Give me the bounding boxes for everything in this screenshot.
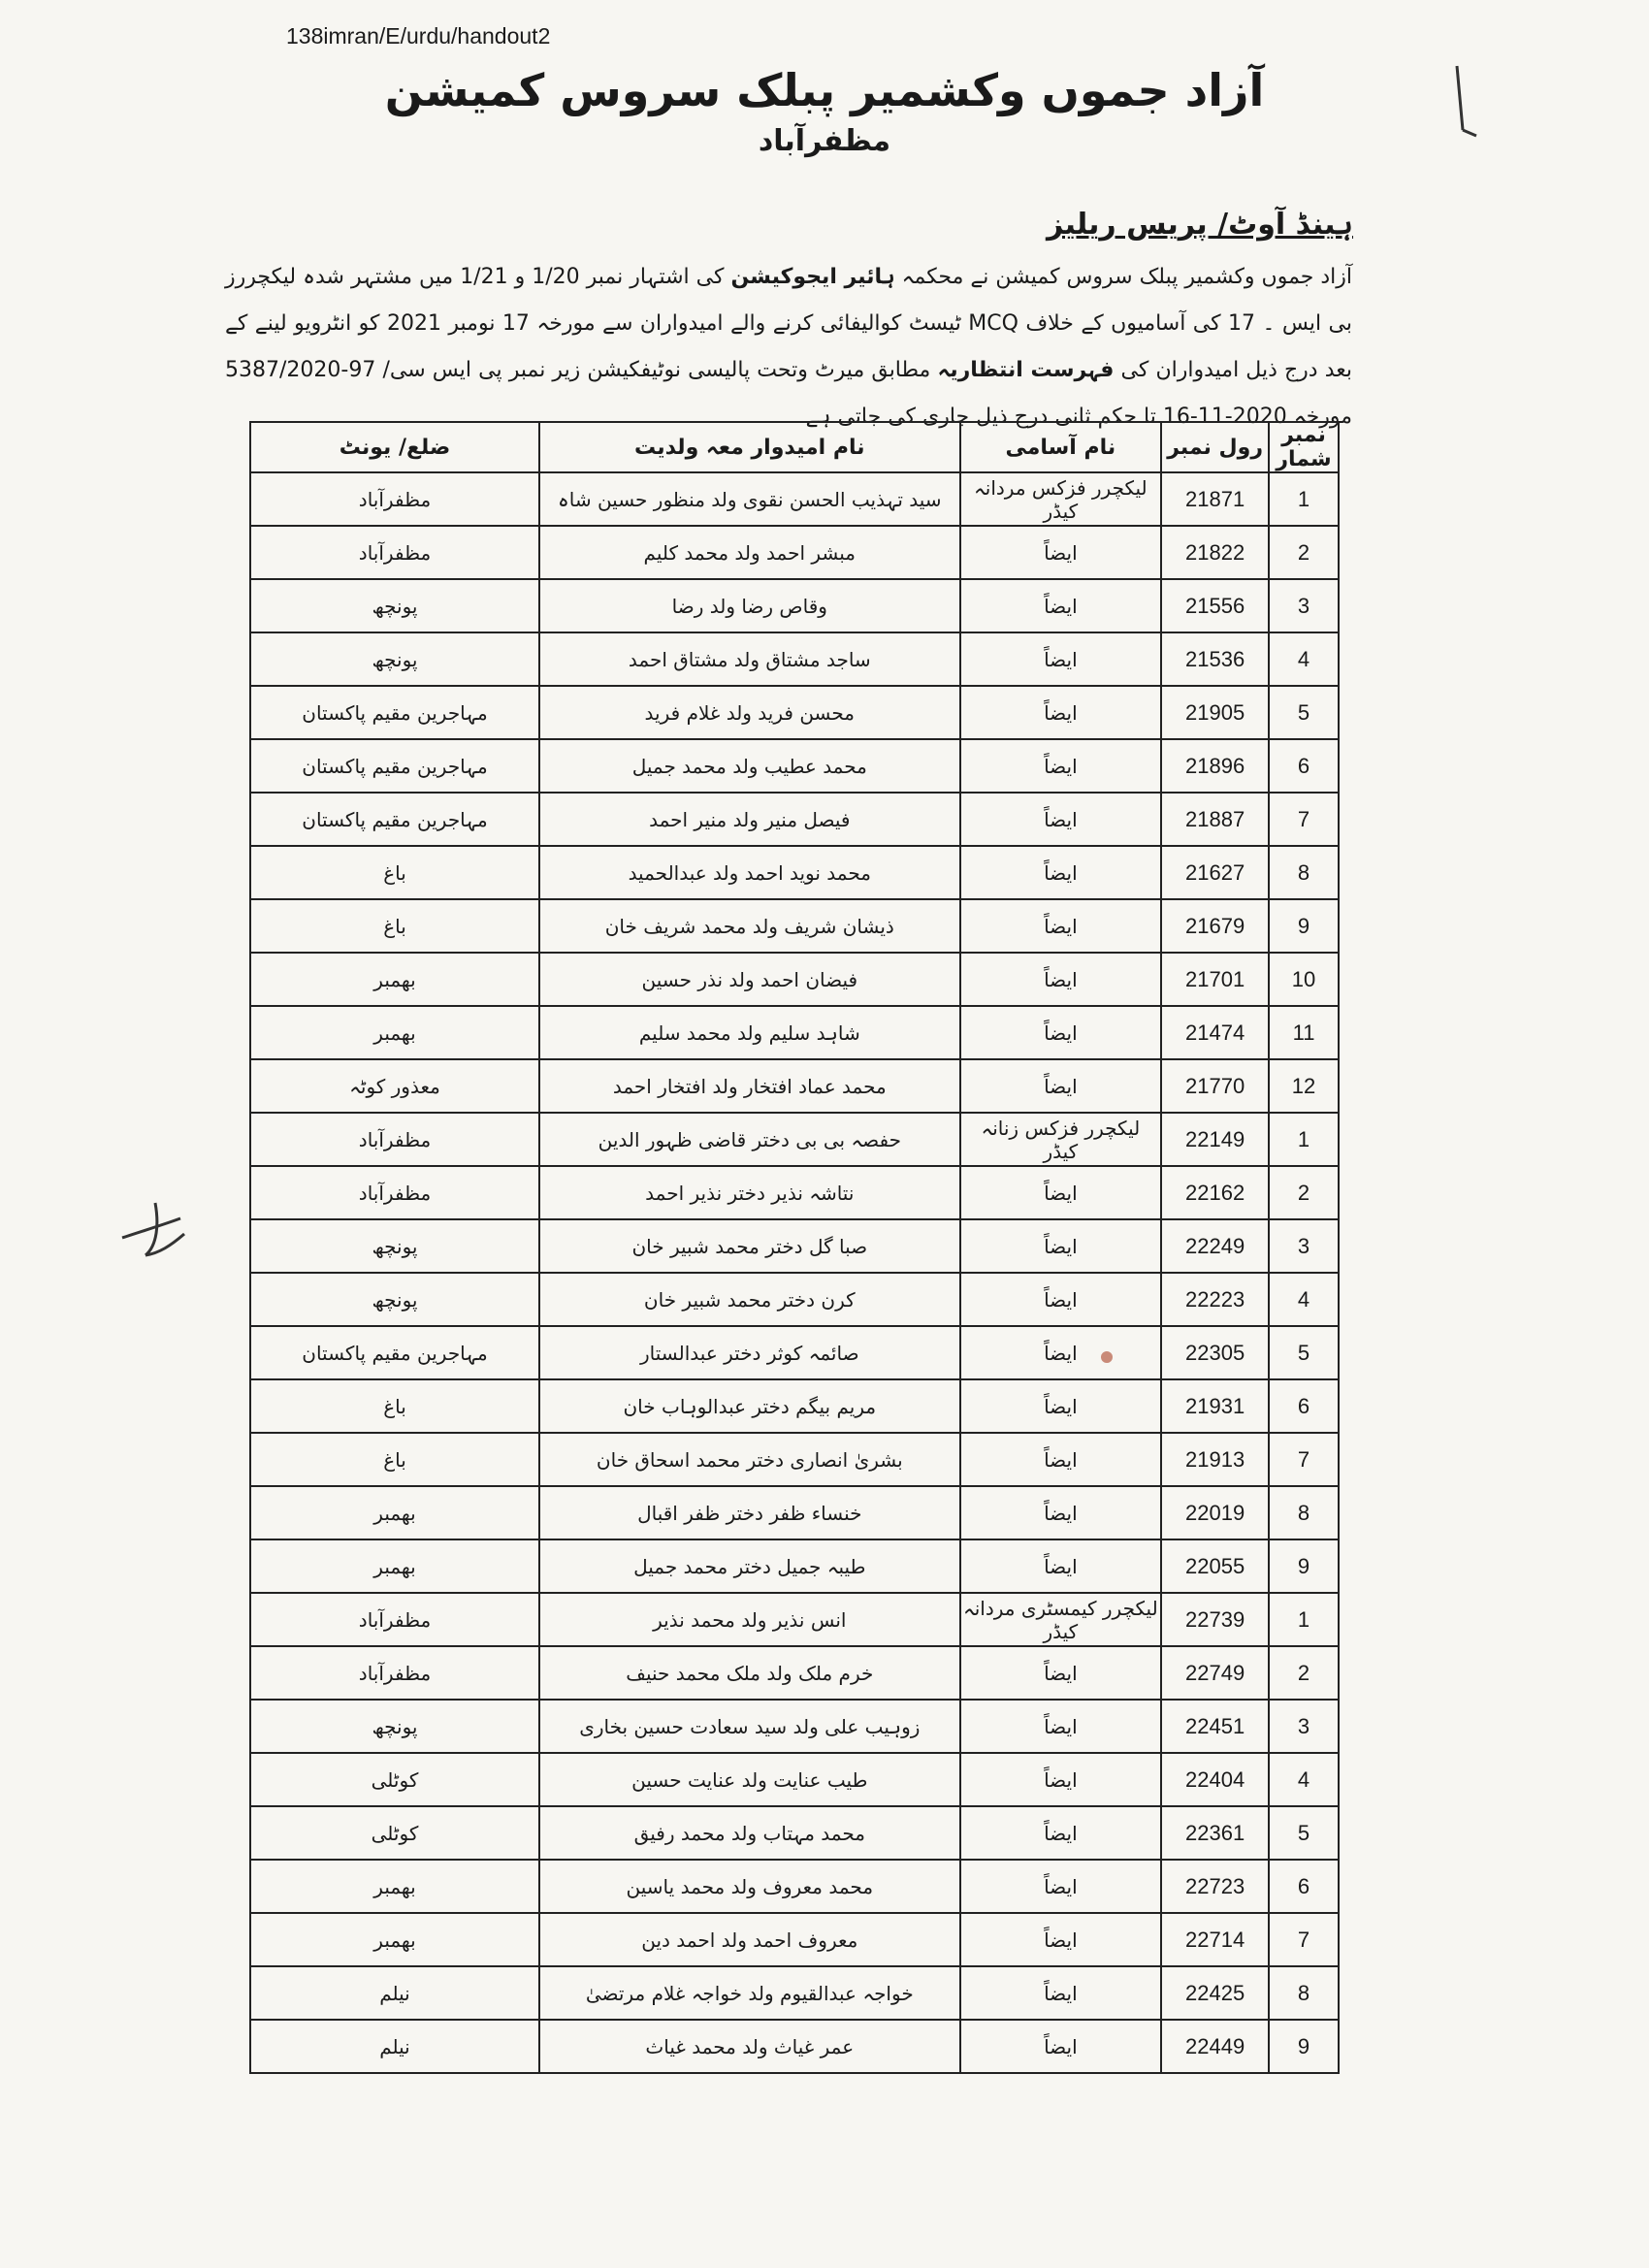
table-row — [250, 953, 1339, 1006]
roll-number-cell: 21896 — [1161, 739, 1269, 793]
post-cell: ایضاً — [960, 2020, 1162, 2073]
post-cell: ایضاً — [960, 953, 1162, 1006]
candidate-name-cell: خنساء ظفر دختر ظفر اقبال — [539, 1486, 960, 1539]
roll-number-cell: 22723 — [1161, 1860, 1269, 1913]
table-row — [250, 1379, 1339, 1433]
candidate-name-cell: محمد نوید احمد ولد عبدالحمید — [539, 846, 960, 899]
post-cell: ایضاً — [960, 1433, 1162, 1486]
table-row — [250, 1539, 1339, 1593]
roll-number-cell: 21931 — [1161, 1379, 1269, 1433]
roll-number-cell: 22714 — [1161, 1913, 1269, 1966]
candidate-name-cell: انس نذیر ولد محمد نذیر — [539, 1593, 960, 1646]
candidate-name-cell: شاہد سلیم ولد محمد سلیم — [539, 1006, 960, 1059]
table-row — [250, 1166, 1339, 1219]
candidate-name-cell: بشریٰ انصاری دختر محمد اسحاق خان — [539, 1433, 960, 1486]
table-row — [250, 2020, 1339, 2073]
candidate-name-cell: فیضان احمد ولد نذر حسین — [539, 953, 960, 1006]
post-cell: ایضاً — [960, 793, 1162, 846]
table-row — [250, 1806, 1339, 1860]
district-cell: مظفرآباد — [250, 1593, 539, 1646]
district-cell: بھمبر — [250, 1860, 539, 1913]
post-cell: ایضاً — [960, 1806, 1162, 1860]
table-header-row — [250, 422, 1339, 472]
roll-number-cell: 21913 — [1161, 1433, 1269, 1486]
serial-cell: 5 — [1269, 1806, 1339, 1860]
serial-cell: 12 — [1269, 1059, 1339, 1113]
post-cell: ایضاً — [960, 846, 1162, 899]
serial-cell: 9 — [1269, 899, 1339, 953]
post-cell: ایضاً — [960, 899, 1162, 953]
table-row — [250, 1593, 1339, 1646]
district-cell: بھمبر — [250, 1539, 539, 1593]
table-row — [250, 793, 1339, 846]
district-cell: باغ — [250, 899, 539, 953]
pen-stroke-mark — [1453, 62, 1482, 140]
department-name: ہائیر ایجوکیشن — [730, 265, 895, 289]
table-row — [250, 1433, 1339, 1486]
header-serial: نمبر شمار — [1269, 422, 1339, 472]
candidate-name-cell: صبا گل دختر محمد شبیر خان — [539, 1219, 960, 1273]
serial-cell: 1 — [1269, 1113, 1339, 1166]
post-cell: لیکچرر فزکس زنانہ کیڈر — [960, 1113, 1162, 1166]
district-cell: پونچھ — [250, 1219, 539, 1273]
handwritten-signature — [116, 1195, 194, 1263]
candidate-name-cell: حفصہ بی بی دختر قاضی ظہور الدین — [539, 1113, 960, 1166]
table-row — [250, 1753, 1339, 1806]
serial-cell: 3 — [1269, 579, 1339, 632]
serial-cell: 1 — [1269, 1593, 1339, 1646]
district-cell: مظفرآباد — [250, 1646, 539, 1700]
table-row — [250, 1059, 1339, 1113]
candidate-name-cell: ساجد مشتاق ولد مشتاق احمد — [539, 632, 960, 686]
candidate-name-cell: محسن فرید ولد غلام فرید — [539, 686, 960, 739]
paragraph-part-1: آزاد جموں وکشمیر پبلک سروس کمیشن نے محکمہ — [901, 265, 1353, 289]
serial-cell: 6 — [1269, 739, 1339, 793]
post-cell: ایضاً — [960, 1326, 1162, 1379]
candidate-name-cell: نتاشہ نذیر دختر نذیر احمد — [539, 1166, 960, 1219]
district-cell: مظفرآباد — [250, 472, 539, 526]
document-reference: 138imran/E/urdu/handout2 — [286, 23, 551, 49]
district-cell: مظفرآباد — [250, 1166, 539, 1219]
candidate-name-cell: صائمہ کوثر دختر عبدالستار — [539, 1326, 960, 1379]
table-row — [250, 1006, 1339, 1059]
serial-cell: 7 — [1269, 1913, 1339, 1966]
district-cell: نیلم — [250, 1966, 539, 2020]
candidate-name-cell: سید تہذیب الحسن نقوی ولد منظور حسین شاہ — [539, 472, 960, 526]
district-cell: کوٹلی — [250, 1806, 539, 1860]
serial-cell: 9 — [1269, 2020, 1339, 2073]
serial-cell: 6 — [1269, 1860, 1339, 1913]
table-row — [250, 1113, 1339, 1166]
roll-number-cell: 21679 — [1161, 899, 1269, 953]
district-cell: بھمبر — [250, 953, 539, 1006]
serial-cell: 7 — [1269, 1433, 1339, 1486]
candidate-name-cell: عمر غیاث ولد محمد غیاث — [539, 2020, 960, 2073]
serial-cell: 2 — [1269, 1646, 1339, 1700]
candidate-name-cell: فیصل منیر ولد منیر احمد — [539, 793, 960, 846]
serial-cell: 4 — [1269, 1273, 1339, 1326]
roll-number-cell: 22404 — [1161, 1753, 1269, 1806]
table-row — [250, 1913, 1339, 1966]
candidate-name-cell: محمد عطیب ولد محمد جمیل — [539, 739, 960, 793]
announcement-paragraph — [225, 254, 1352, 440]
header-roll-number: رول نمبر — [1161, 422, 1269, 472]
candidate-name-cell: ذیشان شریف ولد محمد شریف خان — [539, 899, 960, 953]
post-cell: ایضاً — [960, 1486, 1162, 1539]
serial-cell: 8 — [1269, 1966, 1339, 2020]
serial-cell: 3 — [1269, 1700, 1339, 1753]
post-cell: ایضاً — [960, 1700, 1162, 1753]
table-row — [250, 1273, 1339, 1326]
post-cell: ایضاً — [960, 1219, 1162, 1273]
roll-number-cell: 21770 — [1161, 1059, 1269, 1113]
table-row — [250, 632, 1339, 686]
district-cell: معذور کوٹہ — [250, 1059, 539, 1113]
district-cell: مہاجرین مقیم پاکستان — [250, 793, 539, 846]
table-row — [250, 1326, 1339, 1379]
district-cell: پونچھ — [250, 1700, 539, 1753]
city-subtitle: مظفرآباد — [758, 124, 891, 158]
district-cell: بھمبر — [250, 1486, 539, 1539]
header-district: ضلع/ یونٹ — [250, 422, 539, 472]
district-cell: مظفرآباد — [250, 526, 539, 579]
post-cell: لیکچرر فزکس مردانہ کیڈر — [960, 472, 1162, 526]
roll-number-cell: 22449 — [1161, 2020, 1269, 2073]
roll-number-cell: 22223 — [1161, 1273, 1269, 1326]
table-row — [250, 1486, 1339, 1539]
table-row — [250, 579, 1339, 632]
post-cell: ایضاً — [960, 1966, 1162, 2020]
table-row — [250, 739, 1339, 793]
serial-cell: 9 — [1269, 1539, 1339, 1593]
serial-cell: 5 — [1269, 1326, 1339, 1379]
district-cell: نیلم — [250, 2020, 539, 2073]
district-cell: کوٹلی — [250, 1753, 539, 1806]
district-cell: بھمبر — [250, 1006, 539, 1059]
roll-number-cell: 22451 — [1161, 1700, 1269, 1753]
district-cell: مہاجرین مقیم پاکستان — [250, 686, 539, 739]
table-row — [250, 1646, 1339, 1700]
header-candidate-name: نام امیدوار معہ ولدیت — [539, 422, 960, 472]
serial-cell: 4 — [1269, 632, 1339, 686]
table-row — [250, 1966, 1339, 2020]
roll-number-cell: 21822 — [1161, 526, 1269, 579]
serial-cell: 2 — [1269, 1166, 1339, 1219]
roll-number-cell: 21905 — [1161, 686, 1269, 739]
post-cell: ایضاً — [960, 1860, 1162, 1913]
roll-number-cell: 22162 — [1161, 1166, 1269, 1219]
roll-number-cell: 21627 — [1161, 846, 1269, 899]
commission-title: آزاد جموں وکشمیر پبلک سروس کمیشن — [384, 64, 1265, 116]
roll-number-cell: 21536 — [1161, 632, 1269, 686]
serial-cell: 6 — [1269, 1379, 1339, 1433]
roll-number-cell: 22019 — [1161, 1486, 1269, 1539]
post-cell: ایضاً — [960, 1166, 1162, 1219]
candidate-name-cell: مریم بیگم دختر عبدالوہاب خان — [539, 1379, 960, 1433]
roll-number-cell: 21871 — [1161, 472, 1269, 526]
post-cell: ایضاً — [960, 1753, 1162, 1806]
district-cell: باغ — [250, 1379, 539, 1433]
district-cell: بھمبر — [250, 1913, 539, 1966]
candidate-name-cell: معروف احمد ولد احمد دین — [539, 1913, 960, 1966]
post-cell: ایضاً — [960, 1379, 1162, 1433]
post-cell: ایضاً — [960, 1059, 1162, 1113]
post-cell: ایضاً — [960, 526, 1162, 579]
candidate-name-cell: کرن دختر محمد شبیر خان — [539, 1273, 960, 1326]
table-row — [250, 899, 1339, 953]
section-heading: ہینڈ آوٹ/ پریس ریلیز — [1046, 208, 1353, 242]
table-row — [250, 526, 1339, 579]
serial-cell: 5 — [1269, 686, 1339, 739]
post-cell: ایضاً — [960, 632, 1162, 686]
candidate-name-cell: محمد مہتاب ولد محمد رفیق — [539, 1806, 960, 1860]
serial-cell: 11 — [1269, 1006, 1339, 1059]
candidate-name-cell: خواجہ عبدالقیوم ولد خواجہ غلام مرتضیٰ — [539, 1966, 960, 2020]
roll-number-cell: 22425 — [1161, 1966, 1269, 2020]
post-cell: ایضاً — [960, 1913, 1162, 1966]
serial-cell: 8 — [1269, 1486, 1339, 1539]
post-cell: ایضاً — [960, 1006, 1162, 1059]
roll-number-cell: 22149 — [1161, 1113, 1269, 1166]
roll-number-cell: 21701 — [1161, 953, 1269, 1006]
candidate-name-cell: محمد عماد افتخار ولد افتخار احمد — [539, 1059, 960, 1113]
post-cell: ایضاً — [960, 739, 1162, 793]
post-cell: ایضاً — [960, 686, 1162, 739]
table-row — [250, 686, 1339, 739]
header-post: نام آسامی — [960, 422, 1162, 472]
candidate-name-cell: طیبہ جمیل دختر محمد جمیل — [539, 1539, 960, 1593]
table-row — [250, 1700, 1339, 1753]
roll-number-cell: 22361 — [1161, 1806, 1269, 1860]
candidate-name-cell: زوہیب علی ولد سید سعادت حسین بخاری — [539, 1700, 960, 1753]
roll-number-cell: 21556 — [1161, 579, 1269, 632]
candidate-name-cell: محمد معروف ولد محمد یاسین — [539, 1860, 960, 1913]
merit-list-label: فہرست انتظاریہ — [937, 358, 1115, 382]
table-row — [250, 472, 1339, 526]
post-cell: ایضاً — [960, 1273, 1162, 1326]
paragraph-part-3: مطابق میرٹ وتحت پالیسی نوٹیفکیشن زیر نمبر پی ایس سی/ 97-5387/2020 مورخہ 2020-11-16 تا حکم ثانی درج ذیل جاری کی جاتی ہے۔ — [225, 358, 1352, 429]
district-cell: مہاجرین مقیم پاکستان — [250, 1326, 539, 1379]
district-cell: باغ — [250, 1433, 539, 1486]
district-cell: پونچھ — [250, 579, 539, 632]
district-cell: مظفرآباد — [250, 1113, 539, 1166]
post-cell: ایضاً — [960, 1646, 1162, 1700]
roll-number-cell: 22739 — [1161, 1593, 1269, 1646]
roll-number-cell: 22055 — [1161, 1539, 1269, 1593]
district-cell: باغ — [250, 846, 539, 899]
candidate-name-cell: وقاص رضا ولد رضا — [539, 579, 960, 632]
serial-cell: 7 — [1269, 793, 1339, 846]
serial-cell: 10 — [1269, 953, 1339, 1006]
paragraph-part-2: کی اشتہار نمبر 1/20 و 1/21 میں مشتہر شدہ لیکچررز بی ایس ۔ 17 کی آسامیوں کے خلاف MCQ ٹیسٹ کوالیفائی کرنے والے امیدواران سے مورخہ 17 نومبر 2021 کو انٹرویو لینے کے بعد درج ذیل امیدواران کی — [225, 265, 1353, 382]
roll-number-cell: 21474 — [1161, 1006, 1269, 1059]
post-cell: ایضاً — [960, 1539, 1162, 1593]
table-row — [250, 846, 1339, 899]
candidate-name-cell: خرم ملک ولد ملک محمد حنیف — [539, 1646, 960, 1700]
roll-number-cell: 22249 — [1161, 1219, 1269, 1273]
table-row — [250, 1860, 1339, 1913]
post-cell: لیکچرر کیمسٹری مردانہ کیڈر — [960, 1593, 1162, 1646]
serial-cell: 3 — [1269, 1219, 1339, 1273]
serial-cell: 1 — [1269, 472, 1339, 526]
post-cell: ایضاً — [960, 579, 1162, 632]
merit-table — [249, 421, 1340, 2074]
roll-number-cell: 21887 — [1161, 793, 1269, 846]
serial-cell: 8 — [1269, 846, 1339, 899]
district-cell: مہاجرین مقیم پاکستان — [250, 739, 539, 793]
candidate-name-cell: طیب عنایت ولد عنایت حسین — [539, 1753, 960, 1806]
roll-number-cell: 22749 — [1161, 1646, 1269, 1700]
serial-cell: 4 — [1269, 1753, 1339, 1806]
candidate-name-cell: مبشر احمد ولد محمد کلیم — [539, 526, 960, 579]
serial-cell: 2 — [1269, 526, 1339, 579]
district-cell: پونچھ — [250, 632, 539, 686]
table-row — [250, 1219, 1339, 1273]
district-cell: پونچھ — [250, 1273, 539, 1326]
roll-number-cell: 22305 — [1161, 1326, 1269, 1379]
